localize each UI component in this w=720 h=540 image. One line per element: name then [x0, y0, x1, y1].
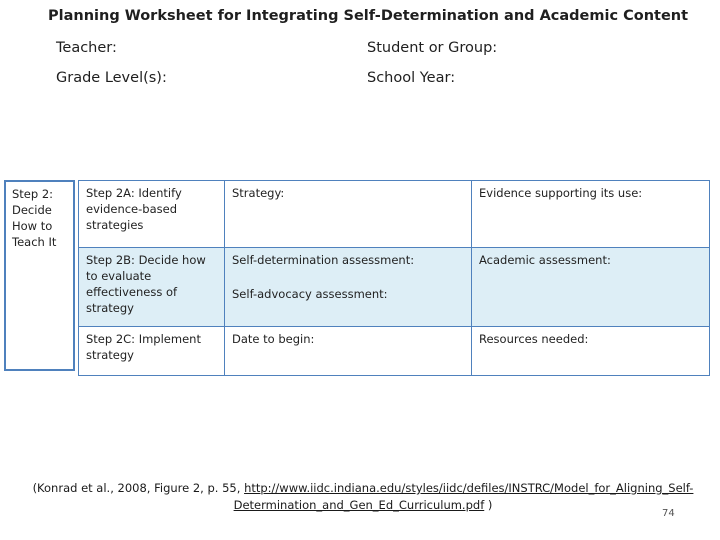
self-determination-assessment-label: Self-determination assessment: — [232, 253, 415, 267]
step-2b-cell: Step 2B: Decide how to evaluate effectiveness of strategy — [79, 248, 225, 327]
school-year-label: School Year: — [367, 70, 456, 86]
self-advocacy-assessment-label: Self-advocacy assessment: — [232, 287, 388, 301]
teacher-label: Teacher: — [56, 40, 117, 56]
page-number: 74 — [662, 508, 675, 519]
academic-assessment-cell[interactable]: Academic assessment: — [472, 248, 710, 327]
table-row — [79, 181, 710, 248]
step-line-3: How to — [12, 219, 53, 233]
step-2c-cell: Step 2C: Implement strategy — [79, 327, 225, 376]
strategy-cell[interactable]: Strategy: — [225, 181, 472, 248]
evidence-cell[interactable]: Evidence supporting its use: — [472, 181, 710, 248]
step-line-2: Decide — [12, 203, 52, 217]
resources-needed-cell[interactable]: Resources needed: — [472, 327, 710, 376]
assessment-cell[interactable] — [225, 248, 472, 327]
page-title: Planning Worksheet for Integrating Self-Determination and Academic Content — [48, 8, 689, 24]
step-2a-cell: Step 2A: Identify evidence-based strategies — [79, 181, 225, 248]
step-2-box — [4, 180, 75, 371]
citation-suffix: ) — [487, 498, 493, 512]
table-row — [79, 248, 710, 327]
grade-level-label: Grade Level(s): — [56, 70, 167, 86]
citation — [18, 480, 708, 514]
student-group-label: Student or Group: — [367, 40, 498, 56]
citation-prefix: (Konrad et al., 2008, Figure 2, p. 55, — [32, 481, 241, 495]
date-to-begin-cell[interactable]: Date to begin: — [225, 327, 472, 376]
step-line-4: Teach It — [12, 235, 57, 249]
worksheet-table — [78, 180, 710, 376]
table-row — [79, 327, 710, 376]
citation-link[interactable]: http://www.iidc.indiana.edu/styles/iidc/defiles/INSTRC/Model_for_Aligning_Self-Determination_and_Gen_Ed_Curriculum.pdf — [233, 481, 694, 512]
step-line-1: Step 2: — [12, 187, 54, 201]
